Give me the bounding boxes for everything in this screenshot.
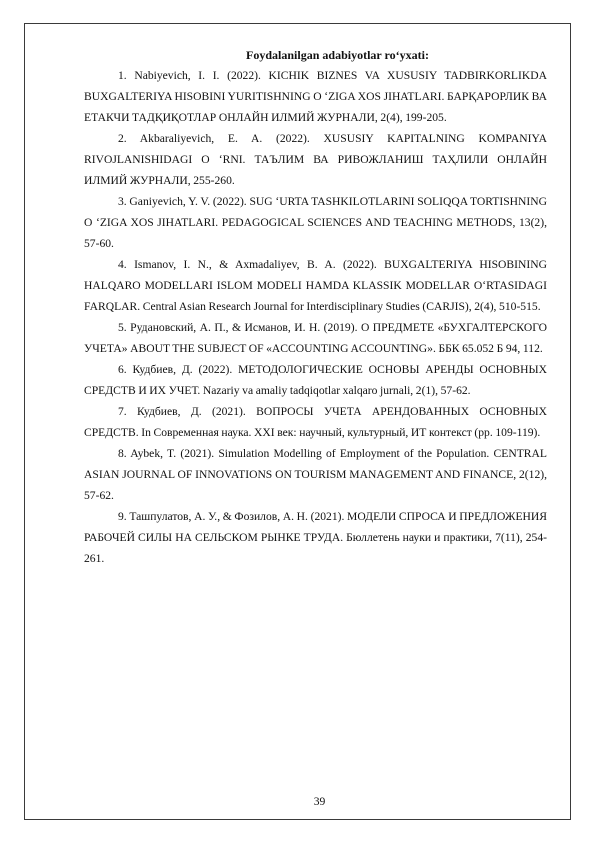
reference-item-1: 1. Nabiyevich, I. I. (2022). KICHIK BIZNES VA XUSUSIY TADBIRKORLIKDA BUXGALTERIYA HISOBINI YURITISHNING O ‘ZIGA XOS JIHATLARI. БАРҚАРОРЛИК ВА ЕТАКЧИ ТАДҚИҚОТЛАР ОНЛАЙН ИЛМИЙ ЖУРНАЛИ, 2(4), 199-205. [84,69,547,124]
reference-item-5: 5. Рудановский, А. П., & Исманов, И. Н. (2019). О ПРЕДМЕТЕ «БУХГАЛТЕРСКОГО УЧЕТА» ABOUT THE SUBJECT OF «ACCOUNTING ACCOUNTING». ББК 65.052 Б 94, 112. [84,321,547,355]
reference-item-8: 8. Aybek, T. (2021). Simulation Modelling of Employment of the Population. CENTRAL ASIAN JOURNAL OF INNOVATIONS ON TOURISM MANAGEMENT AND FINANCE, 2(12), 57-62. [84,447,547,502]
reference-item-2: 2. Akbaraliyevich, E. A. (2022). XUSUSIY KAPITALNING KOMPANIYA RIVOJLANISHIDAGI O ‘RNI. ТАЪЛИМ ВА РИВОЖЛАНИШ ТАҲЛИЛИ ОНЛАЙН ИЛМИЙ ЖУРНАЛИ, 255-260. [84,132,547,187]
reference-item-9: 9. Ташпулатов, А. У., & Фозилов, А. Н. (2021). МОДЕЛИ СПРОСА И ПРЕДЛОЖЕНИЯ РАБОЧЕЙ СИЛЫ НА СЕЛЬСКОМ РЫНКЕ ТРУДА. Бюллетень науки и практики, 7(11), 254-261. [84,510,547,565]
reference-item-6: 6. Кудбиев, Д. (2022). МЕТОДОЛОГИЧЕСКИЕ ОСНОВЫ АРЕНДЫ ОСНОВНЫХ СРЕДСТВ И ИХ УЧЕТ. Nazariy va amaliy tadqiqotlar xalqaro jurnali, 2(1), 57-62. [84,363,547,397]
references-heading: Foydalanilgan adabiyotlar ro‘yxati: [246,48,429,62]
page-number: 39 [313,795,326,808]
references-section [84,45,547,569]
reference-item-7: 7. Кудбиев, Д. (2021). ВОПРОСЫ УЧЕТА АРЕНДОВАННЫХ ОСНОВНЫХ СРЕДСТВ. In Современная наука. XXI век: научный, культурный, ИТ контекст (pp. 109-119). [84,405,547,439]
reference-item-4: 4. Ismanov, I. N., & Axmadaliyev, B. A. (2022). BUXGALTERIYA HISOBINING HALQARO MODELLARI ISLOM MODELI HAMDA KLASSIK MODELLAR O‘RTASIDAGI FARQLAR. Central Asian Research Journal for Interdisciplinary Studies (CARJIS), 2(4), 510-515. [84,258,547,313]
reference-item-3: 3. Ganiyevich, Y. V. (2022). SUG ‘URTA TASHKILOTLARINI SOLIQQA TORTISHNING O ‘ZIGA XOS JIHATLARI. PEDAGOGICAL SCIENCES AND TEACHING METHODS, 13(2), 57-60. [84,195,547,250]
